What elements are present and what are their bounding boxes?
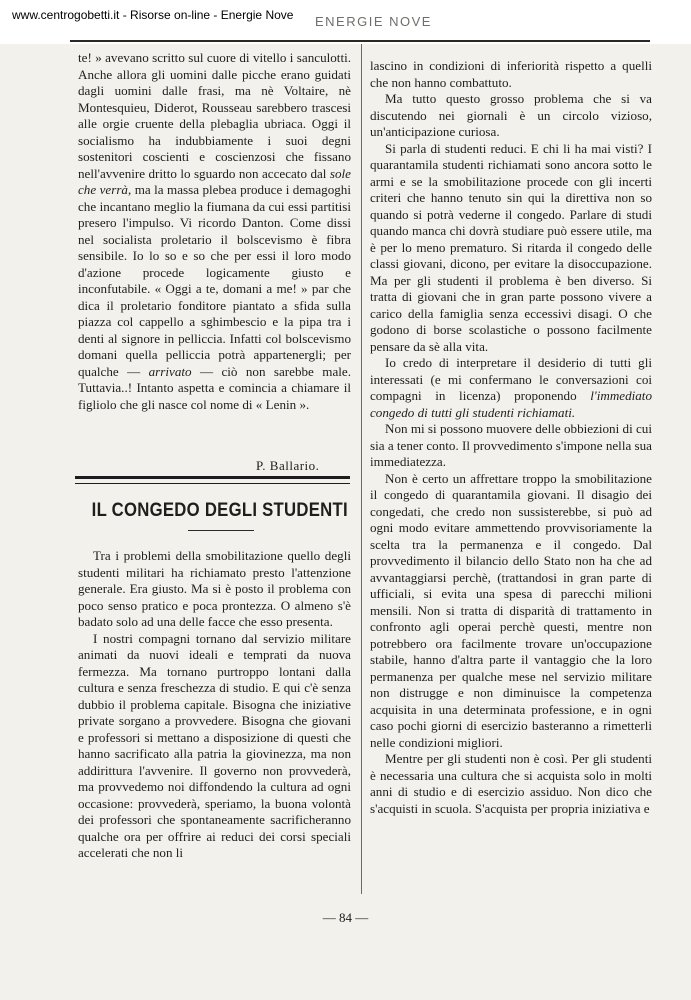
paragraph: Io credo di interpretare il desiderio di tutti gli interessati (e mi confermano le conversazioni coi compagni in licenza) proponendo l'immediato congedo di tutti gli studenti richiamati.	[370, 355, 652, 420]
paragraph: lascino in condizioni di inferiorità rispetto a quelli che non hanno combattuto.	[370, 58, 652, 90]
paragraph: Tra i problemi della smobilitazione quello degli studenti militari ha richiamato presto l'attenzione generale. Era giusto. Ma si è posto il problema con poco senso pratico e poca prontezza. O almeno s'è badato solo ad una delle facce che esso presenta.	[78, 548, 351, 629]
paragraph: Si parla di studenti reduci. E chi li ha mai visti? I quarantamila studenti richiamati sono ancora sotto le armi e se la smobilitazione procede con gli incerti criteri che hanno tenuto sin qui la direttiva non so quando si potrà vederne il congedo. Parlare di studi quando manca chi dovrà studiare può essere utile, ma è per lo meno prematuro. Si ritarda il congedo delle classi giovani, dicono, per evitare la disoccupazione. Ma per gli studenti il problema è ben diverso. Si tratta di giovani che in gran parte possono vivere a carico della famiglia senza eccessivi disagi. O che godono di borse scolastiche o possono facilmente pensare da sè alla vita.	[370, 140, 652, 354]
paragraph: Non è certo un affrettare troppo la smobilitazione il congedo di quarantamila giovani. Il disagio dei congedati, che credo non sussisterebbe, si può ad ogni modo evitare ammettendo provvisoriamente la scelta tra la permanenza e il congedo. Dal provvedimento il bilancio dello Stato non ha che ad avvantaggiarsi perchè, (trattandosi in gran parte di ufficiali, si evita una spesa di parecchi milioni mensili. Non si tratta di disparità di trattamento in confronto agli operai perchè questi, mentre non potrebbero ora facilmente trovare un'occupazione stabile, hanno d'altra parte il vantaggio che la loro permanenza per qualche mese nel servizio militare non distrugge e non diminuisce la competenza acquisita in una determinata professione, e in ogni caso pochi giorni di esercizio basteranno a rimetterli nelle condizioni migliori.	[370, 470, 652, 750]
article-title: IL CONGEDO DEGLI STUDENTI	[91, 500, 348, 521]
paragraph: te! » avevano scritto sul cuore di vitello i sanculotti. Anche allora gli uomini dalle picche erano guidati dagli uomini dalle frasi, ma nè Voltaire, nè Montesquieu, Diderot, Rousseau sarebbero trascesi alle orgie cruente della plebaglia ubriaca. Oggi il socialismo ha indubbiamente i suoi degni sostenitori coscienti e coscienzosi che fissano nell'avvenire dritto lo sguardo non accecato dal sole che verrà, ma la massa plebea produce i demagoghi che incantano meglio la fiumana da cui essi partitisi presero l'impulso. Vi ricordo Danton. Come dissi nel socialista proletario il bolscevismo è fibra sensibile. Io lo so e so che per essi il loro modo d'azione procede logicamente giusto e inconfutabile. « Oggi a te, domani a me! » par che dica il proletario fonditore piantato a sfida sulla piazza col cappello a sghimbescio e la pipa tra i denti al signore in pelliccia. Infatti col bolscevismo domani quella pelliccia potrà appartenergli; per qualche — arrivato — ciò non sarebbe male. Tuttavia..! Intanto aspetta e comincia a chiamare il figliolo che gli nasce col nome di « Lenin ».	[78, 50, 351, 412]
section-rule-thin	[75, 483, 350, 484]
italic-text: l'immediato congedo di tutti gli studenti richiamati.	[370, 388, 652, 420]
italic-text: arrivato	[148, 363, 192, 379]
italic-text: sole che verrà	[78, 165, 351, 197]
page-number: — 84 —	[322, 910, 369, 925]
paragraph: I nostri compagni tornano dal servizio militare animati da nuovi ideali e temprati da nuova fermezza. Ma tornano purtroppo lontani dalla cultura e senza freschezza di studio. E qui c'è senza dubbio il problema capitale. Bisogna che iniziative private sorgano a provvedere. Bisogna che giovani e professori si mettano a disposizione di questi che hanno sacrificato alla patria la giovinezza, ma non addirittura l'avvenire. Il governo non provvederà, ma provvedemo noi diffondendo la cultura ad ogni occasione: provvederà, speriamo, la buona volontà dei professori che spontaneamente sacrificheranno qualche ora per offrire ai reduci dei corsi speciali accelerati che non li	[78, 630, 351, 860]
title-underline	[188, 530, 254, 531]
column-divider	[361, 44, 362, 894]
running-head: ENERGIE NOVE	[315, 14, 432, 29]
left-column-top	[78, 50, 351, 413]
left-column-article	[78, 548, 351, 862]
paragraph: Non mi si possono muovere delle obbiezioni di cui sia a tener conto. Il provvedimento s'impone nella sua immediatezza.	[370, 421, 652, 469]
paragraph: Mentre per gli studenti non è così. Per gli studenti è necessaria una cultura che si acquista solo in molti anni di studio e di esercizio assiduo. Non dico che s'acquisti in scuola. S'acquista per propria iniziativa e	[370, 751, 652, 816]
right-column	[370, 58, 652, 817]
paragraph: Ma tutto questo grosso problema che si va discutendo nei giornali è un circolo vizioso, un'anticipazione curiosa.	[370, 91, 652, 139]
source-watermark: www.centrogobetti.it - Risorse on-line - Energie Nove	[12, 8, 294, 22]
section-rule-thick	[75, 476, 350, 479]
author-signature: P. Ballario.	[256, 458, 320, 473]
header-rule	[70, 40, 650, 42]
